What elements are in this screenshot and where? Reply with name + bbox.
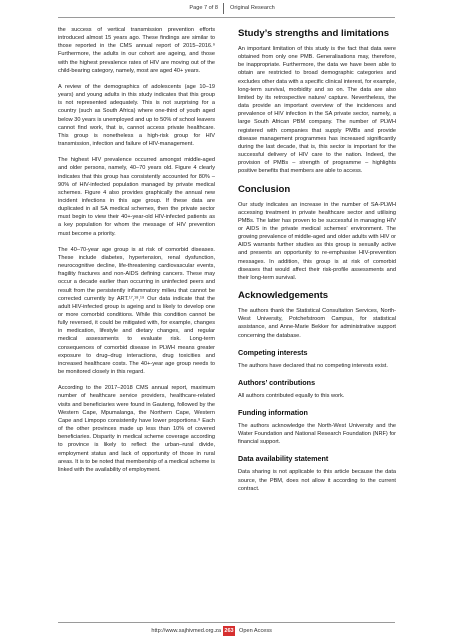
paragraph-vertical-transmission: the success of vertical transmission prevention efforts introduced almost 15 years ago. These findings are similar to those reported in the CMS annual report of 2015–2016.⁹ Furthermore, the adults in our cohort are ageing, and those with the highest prevalence rates of HIV are moving out of the child-bearing category, namely, most are aged 40+ years. bbox=[58, 27, 215, 74]
paragraph-comorbid: The 40–70-year age group is at risk of comorbid diseases. These include diabetes, hypertension, renal dysfunction, neurocognitive decline, life-threatening cardiovascular events, fragility fractures and non-AIDS defining cancers. These may occur a decade earlier than occurring in uninfected peers and result from the persistently inflammatory milieu that cannot be corrected currently by ART.¹⁷,¹⁸,¹⁹ Our data indicate that the adult HIV-infected group is ageing and is likely to develop one or more comorbid conditions. While this condition cannot be fully reversed, it could be mitigated with, for example, changes in medication, lifestyle and dietary changes, and regular medical assessments to evaluate risk. Long-term consequences of comorbid disease in PLWH means greater exposure to drug–drug interactions, drug toxicities and increased healthcare costs. The 40+-year age group needs to be monitored closely in this regard. bbox=[58, 246, 215, 376]
heading-strengths: Study’s strengths and limitations bbox=[238, 28, 390, 39]
open-access-label: Open Access bbox=[239, 628, 272, 634]
heading-funding: Funding information bbox=[238, 408, 308, 417]
paragraph-adolescents: A review of the demographics of adolescents (age 10–19 years) and young adults in this study indicates that this group is not represented adequately. This is not surprising for a country (such as South Africa) where one-third of youth aged below 30 years is unemployed and up to 50% of school leavers cannot find work, that is, cannot access private healthcare. This group is nonetheless a high-risk group for HIV transmission, infection and failure of HIV-management. bbox=[58, 83, 215, 148]
journal-url-link[interactable]: http://www.sajhivmed.org.za bbox=[151, 628, 221, 634]
heading-competing-interests: Competing interests bbox=[238, 347, 308, 357]
page-footer bbox=[0, 625, 453, 639]
page-header bbox=[0, 0, 453, 18]
page-number-badge: 263 bbox=[224, 628, 234, 634]
heading-data-availability: Data availability statement bbox=[238, 454, 329, 464]
heading-conclusion: Conclusion bbox=[238, 183, 291, 195]
paragraph-prevalence-age: The highest HIV prevalence occurred amongst middle-aged and older persons, namely, 40–70 years old. Figure 4 clearly indicates that this group has consistently accounted for 80% – 90% of HIV-infected population managed by private medical schemes. Figure 4 also provides graphically the annual new incident infections in this age group. If these data are duplicated in all SA medical schemes, then the private sector must begin to view their 40+-year-old HIV-infected patients as a key population for whom the message of HIV prevention must become a priority. bbox=[58, 157, 215, 237]
paragraph-conclusion: Our study indicates an increase in the number of SA-PLWH accessing treatment in private healthcare sector and utilising PMBs. The latter has proven to be successful in managing HIV or AIDS in the private medical schemes’ environment. The growing prevalence of middle-aged and older adults with HIV or AIDS warrants further studies as this group is sexually active and presents an opportunity to re-emphasise HIV-prevention messages. In addition, this group is at risk of comorbid diseases that would affect their risk-profile assessments and their long-term survival. bbox=[238, 201, 396, 281]
right-column bbox=[238, 26, 396, 501]
paragraph-contributions: All authors contributed equally to this work. bbox=[238, 392, 345, 399]
paragraph-strengths: An important limitation of this study is the fact that data were obtained from only one PMB. Generalisations may, therefore, be inappropriate. Furthermore, the data we have been able to obtain are restricted to broad demographic categories and excludes other data with a specific clinical interest, for example, long-term survival, morbidity and so on. The data are also limited by its retrospective nature/ capture. Nevertheless, the data provide an important overview of the incidences and prevalence of HIV infection in the SA private sector, namely, a large South African PBM company. The number of PLWH registered with companies that supply PMBs and provide disease management programmes has increased significantly during the last decade, that is, this sector is important for the successful delivery of HIV care to the nation. Indeed, the provision of PMBs – strength of programme – highlights positive benefits that members are able to access. bbox=[238, 46, 396, 175]
paragraph-acknowledgements: The authors thank the Statistical Consultation Services, North-West University, Potchefstroom Campus, for statistical assistance, and Anne-Marie Bekker for administrative support concerning the database. bbox=[238, 308, 396, 339]
paragraph-cms-report: According to the 2017–2018 CMS annual report, maximum number of healthcare service providers, healthcare-related visits and beneficiaries were found in Gauteng, followed by the Western Cape, Mpumalanga, the Northern Cape, Western Cape and Limpopo consistently have lower proportions.⁹ Each of the other provinces made up less than 10% of covered beneficiaries. Disparity in medical scheme coverage according to province is likely to reflect the urban–rural divide, employment status and lack of opportunity of those in rural areas. It is to be noted that membership of a medical scheme is linked with the availability of employment. bbox=[58, 385, 216, 473]
heading-acknowledgements: Acknowledgements bbox=[238, 290, 329, 302]
footer-rule bbox=[58, 622, 395, 623]
heading-contributions: Authors’ contributions bbox=[238, 377, 316, 387]
header-separator bbox=[223, 3, 224, 14]
section-label: Original Research bbox=[230, 5, 275, 11]
paragraph-funding: The authors acknowledge the North-West University and the Water Foundation and National Research Foundation (NRF) for financial support. bbox=[238, 423, 396, 446]
header-rule bbox=[58, 17, 395, 18]
paragraph-data-availability: Data sharing is not applicable to this article because the data source, the PBM, does not allow it according to the current contract. bbox=[238, 469, 396, 492]
page-indicator: Page 7 of 8 bbox=[189, 5, 218, 11]
paragraph-competing-interests: The authors have declared that no competing interests exist. bbox=[238, 362, 388, 369]
left-column bbox=[58, 26, 215, 482]
